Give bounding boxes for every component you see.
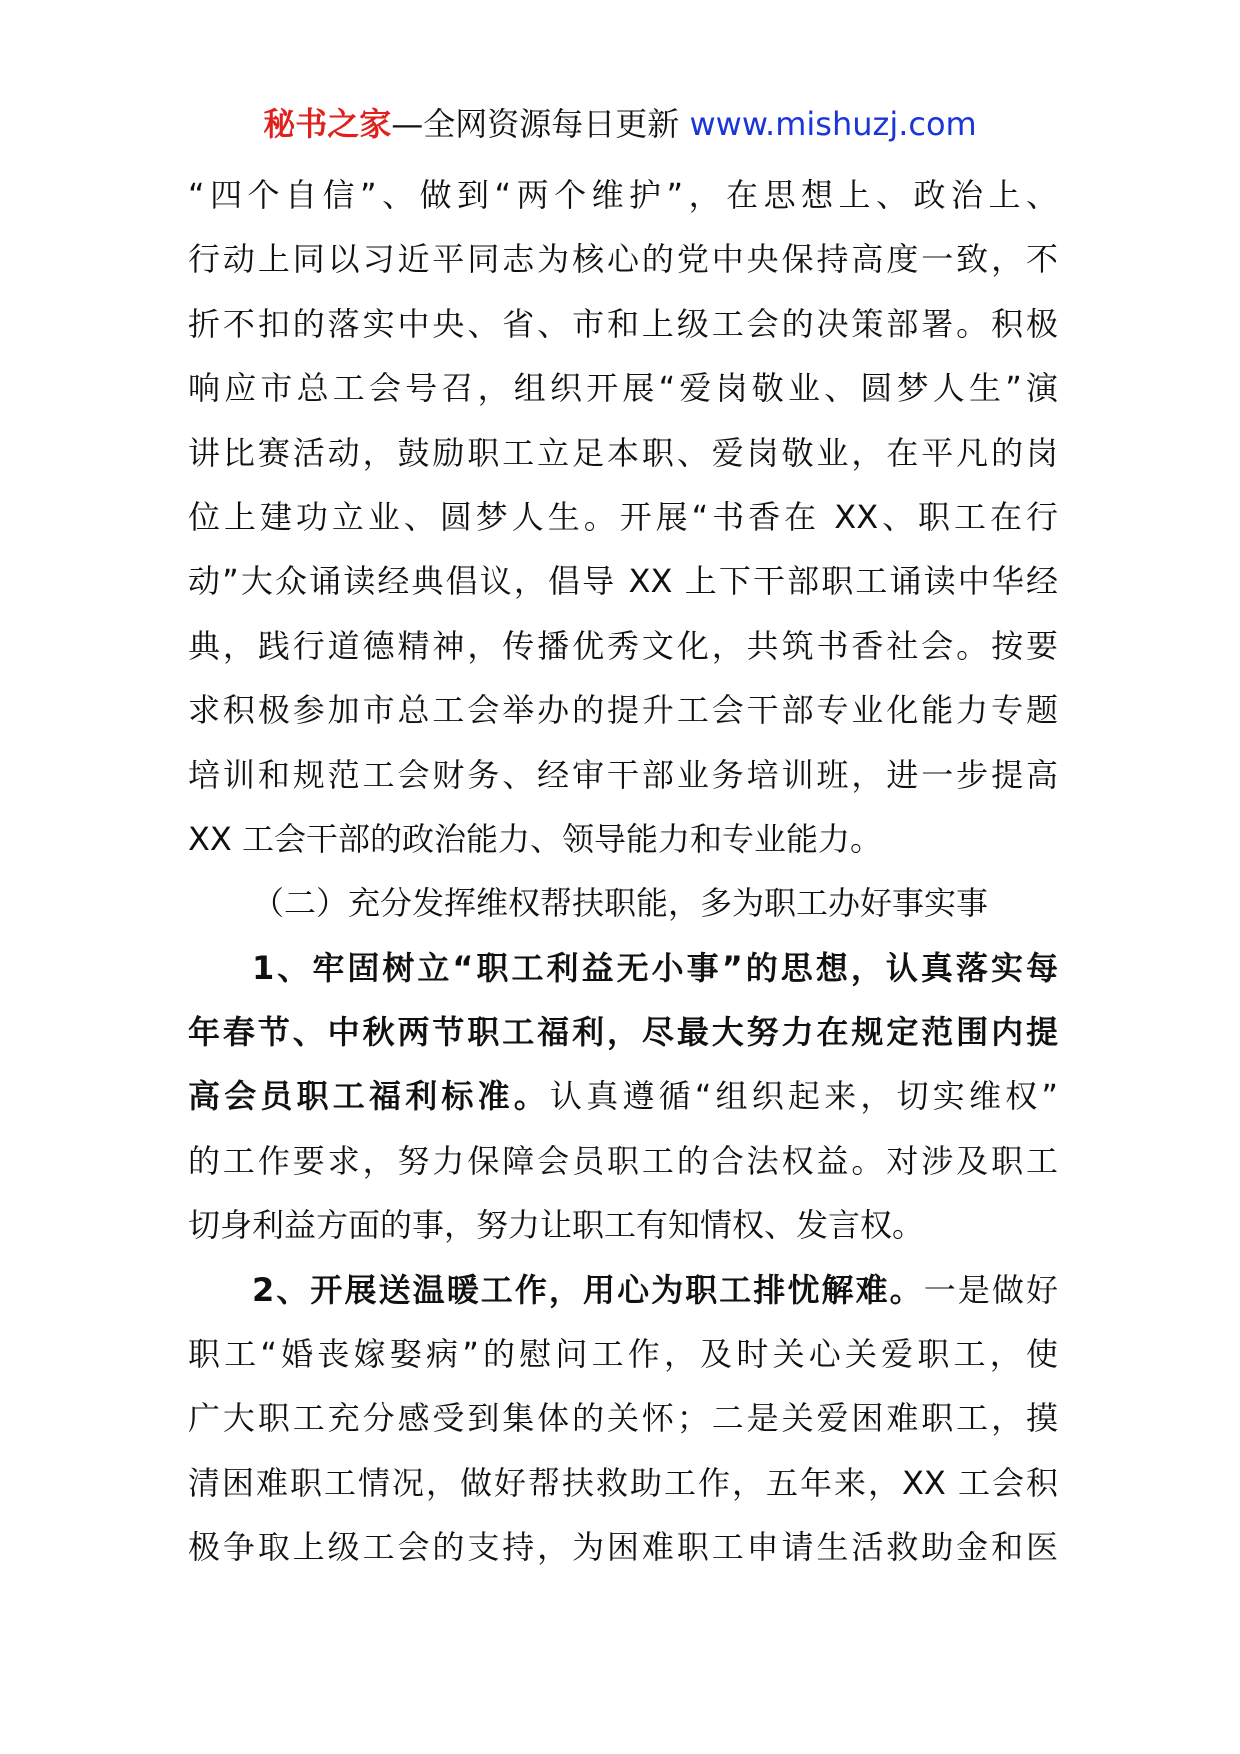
text-line [188,1451,1058,1515]
line-text: 讲比赛活动，鼓励职工立足本职、爱岗敬业，在平凡的岗 [188,433,1058,472]
line-text: 清困难职工情况，做好帮扶救助工作，五年来，XX 工会积 [188,1463,1058,1502]
bold-text: 高会员职工福利标准。 [188,1077,551,1116]
text-line [188,1515,1058,1579]
text-line [188,614,1058,678]
line-text: 位上建功立业、圆梦人生。开展“书香在 XX、职工在行 [188,497,1058,536]
header-slogan: —全网资源每日更新 [391,105,680,143]
text-line [188,1386,1058,1450]
heading-text: （二）充分发挥维权帮扶职能，多为职工办好事实事 [252,884,989,923]
text-line [188,356,1058,420]
text-line [188,807,1058,871]
section-heading [188,871,1058,935]
text-line [188,421,1058,485]
text-line [188,163,1058,227]
bold-text: 2、开展送温暖工作，用心为职工排忧解难。 [252,1270,924,1309]
bold-text: 年春节、中秋两节职工福利，尽最大努力在规定范围内提 [188,1013,1058,1052]
line-text: 求积极参加市总工会举办的提升工会干部专业化能力专题 [188,691,1058,730]
text-line [188,1064,1058,1128]
line-text: 切身利益方面的事，努力让职工有知情权、发言权。 [188,1206,925,1245]
text-line [188,485,1058,549]
text-line [188,743,1058,807]
line-text: 折不扣的落实中央、省、市和上级工会的决策部署。积极 [188,304,1058,343]
site-url-link[interactable]: www.mishuzj.com [689,105,977,143]
line-text: 职工“婚丧嫁娶病”的慰问工作，及时关心关爱职工，使 [188,1335,1058,1374]
line-text: 行动上同以习近平同志为核心的党中央保持高度一致，不 [188,240,1058,279]
line-text: 培训和规范工会财务、经审干部业务培训班，进一步提高 [188,755,1058,794]
line-text: 典，践行道德精神，传播优秀文化，共筑书香社会。按要 [188,626,1058,665]
line-text: 动”大众诵读经典倡议，倡导 XX 上下干部职工诵读中华经 [188,562,1058,601]
line-text: 广大职工充分感受到集体的关怀；二是关爱困难职工，摸 [188,1399,1058,1438]
text-line [188,292,1058,356]
text-line [188,1193,1058,1257]
line-text: 响应市总工会号召，组织开展“爱岗敬业、圆梦人生”演 [188,369,1058,408]
text-line [188,936,1058,1000]
site-header [0,100,1240,148]
line-text: “四个自信”、做到“两个维护”，在思想上、政治上、 [188,176,1058,214]
line-text: 的工作要求，努力保障会员职工的合法权益。对涉及职工 [188,1141,1058,1180]
bold-text: 1、牢固树立“职工利益无小事”的思想，认真落实每 [252,948,1058,987]
line-text: XX 工会干部的政治能力、领导能力和专业能力。 [188,819,883,858]
text-line [188,678,1058,742]
brand-name: 秘书之家 [263,105,392,143]
line-text: 极争取上级工会的支持，为困难职工申请生活救助金和医 [188,1528,1058,1567]
text-line [188,1258,1058,1322]
line-text: 一是做好 [923,1270,1058,1309]
text-line [188,549,1058,613]
text-line [188,1000,1058,1064]
text-line [188,1322,1058,1386]
text-line [188,227,1058,291]
text-line [188,1129,1058,1193]
line-text: 认真遵循“组织起来，切实维权” [550,1077,1058,1116]
document-body [188,163,1058,1580]
